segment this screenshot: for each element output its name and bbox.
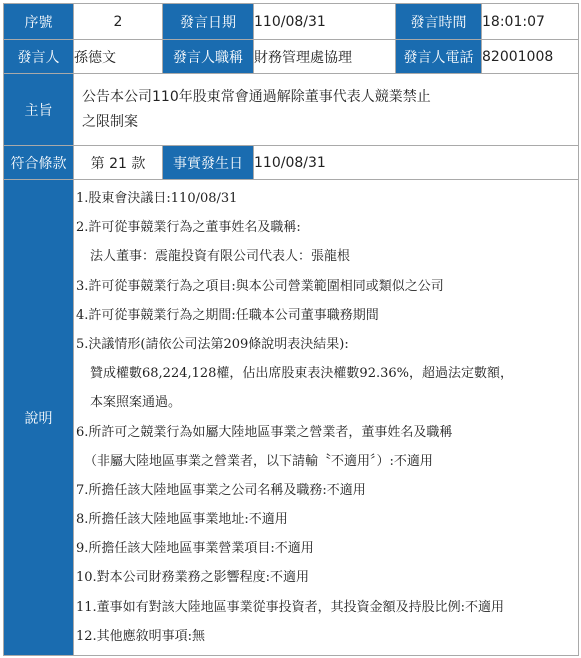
description-line: 6.所許可之競業行為如屬大陸地區事業之營業者，董事姓名及職稱 xyxy=(76,424,453,440)
subject-line: 公告本公司110年股東常會通過解除董事代表人競業禁止 xyxy=(82,88,431,105)
seq-label: 序號 xyxy=(4,4,74,40)
description-line: 7.所擔任該大陸地區事業之公司名稱及職務:不適用 xyxy=(76,482,366,498)
description-cell xyxy=(74,180,579,656)
speaker-phone-label: 發言人電話 xyxy=(396,40,482,74)
speaker-label: 發言人 xyxy=(4,40,74,74)
clause-label: 符合條款 xyxy=(4,146,74,180)
description-line: 10.對本公司財務業務之影響程度:不適用 xyxy=(76,570,310,586)
clause-row xyxy=(4,146,579,180)
event-date-value: 110/08/31 xyxy=(254,146,579,180)
description-line: 11.董事如有對該大陸地區事業從事投資者，其投資金額及持股比例:不適用 xyxy=(76,599,505,615)
description-line: 9.所擔任該大陸地區事業營業項目:不適用 xyxy=(76,541,314,557)
speaker-value: 孫德文 xyxy=(74,40,163,74)
description-line: 12.其他應敘明事項:無 xyxy=(76,628,206,644)
description-line: （非屬大陸地區事業之營業者，以下請輸〝不適用〞）:不適用 xyxy=(84,453,433,469)
speak-date-label: 發言日期 xyxy=(163,4,254,40)
speaker-row xyxy=(4,40,579,74)
speaker-phone-value: 82001008 xyxy=(482,40,579,74)
description-line: 本案照案通過。 xyxy=(90,395,182,411)
speaker-title-label: 發言人職稱 xyxy=(163,40,254,74)
seq-value: 2 xyxy=(74,4,163,40)
description-row xyxy=(4,180,579,656)
event-date-label: 事實發生日 xyxy=(163,146,254,180)
description-text xyxy=(74,180,578,655)
speak-date-value: 110/08/31 xyxy=(254,4,396,40)
speak-time-label: 發言時間 xyxy=(396,4,482,40)
description-line: 3.許可從事競業行為之項目:與本公司營業範圍相同或類似之公司 xyxy=(76,278,444,294)
description-line: 8.所擔任該大陸地區事業地址:不適用 xyxy=(76,512,288,528)
announcement-table xyxy=(3,3,579,656)
clause-value: 第 21 款 xyxy=(74,146,163,180)
subject-cell xyxy=(74,74,579,146)
subject-text xyxy=(74,81,578,139)
description-line: 贊成權數68,224,128權，佔出席股東表決權數92.36%，超過法定數額， xyxy=(90,366,514,382)
subject-line: 之限制案 xyxy=(82,113,138,130)
description-line: 1.股東會決議日:110/08/31 xyxy=(76,191,238,206)
description-label: 說明 xyxy=(4,180,74,656)
speak-time-value: 18:01:07 xyxy=(482,4,579,40)
description-line: 5.決議情形(請依公司法第209條說明表決結果): xyxy=(76,336,349,352)
description-line: 法人董事：震龍投資有限公司代表人：張龍根 xyxy=(90,249,351,265)
subject-row xyxy=(4,74,579,146)
description-line: 2.許可從事競業行為之董事姓名及職稱: xyxy=(76,220,301,236)
speaker-title-value: 財務管理處協理 xyxy=(254,40,396,74)
header-row xyxy=(4,4,579,40)
subject-label: 主旨 xyxy=(4,74,74,146)
description-line: 4.許可從事競業行為之期間:任職本公司董事職務期間 xyxy=(76,307,379,323)
